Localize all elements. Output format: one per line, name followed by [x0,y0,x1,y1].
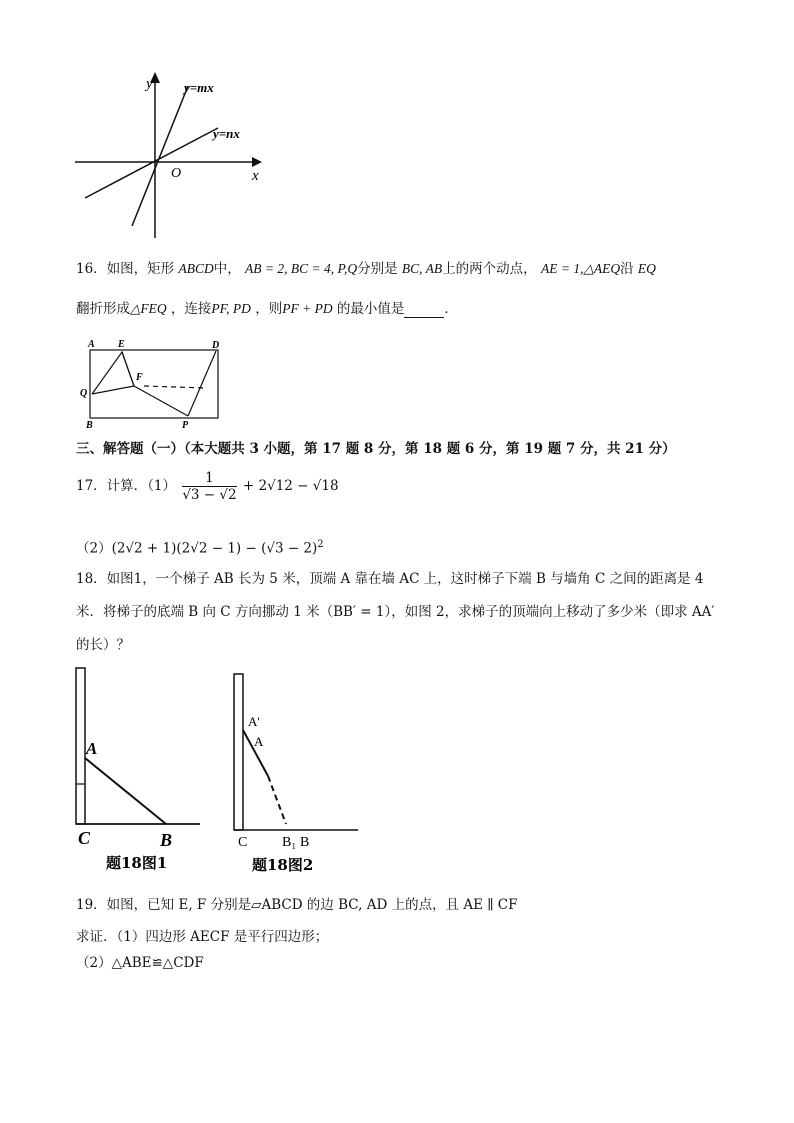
ladder-figure-1 [70,664,210,874]
fig1-label-C: C [78,828,91,848]
fig2-caption: 题18图2 [252,856,314,874]
label-F: F [136,372,143,383]
fig1-label-B: B [160,830,173,850]
q16-line1: 16．如图，矩形 ABCD中， AB = 2, BC = 4, P,Q分别是 BC, AB上的两个动点， AE = 1,△AEQ沿 EQ [76,261,656,277]
q18-line3: 的长）？ [76,637,130,653]
q17-part1: 17．计算．（1） $\frac{1}{√3 - √2}$ + 2√12 − √18 [76,470,339,503]
q19-line3: （2）△ABE≌△CDF [76,955,204,971]
q18-line2: 米．将梯子的底端 B 向 C 方向挪动 1 米（BB′ = 1），如图 2，求梯子的顶端向上移动了多少米（即求 AA′ [76,604,715,620]
label-D: D [212,340,220,351]
x-axis-label: x [252,168,259,184]
fig2-label-A: A [254,734,264,749]
label-E: E [118,339,125,350]
fig2-label-A-prime: A' [248,714,260,729]
fig2-label-B: B [300,835,310,850]
fig1-label-A: A [86,739,98,758]
line-nx-label: y=nx [213,126,240,141]
origin-label: O [171,166,182,181]
q18-line1: 18．如图1，一个梯子 AB 长为 5 米，顶端 A 靠在墙 AC 上，这时梯子下端 B 与墙角 C 之间的距离是 4 [76,571,704,587]
label-B: B [86,420,93,431]
y-axis-label: y [146,76,153,92]
q19-line1: 19．如图，已知 E, F 分别是▱ABCD 的边 BC, AD 上的点，且 AE ∥ CF [76,897,518,913]
q16-line2: 翻折形成△FEQ ，连接PF, PD ，则PF + PD 的最小值是 ． [76,301,458,317]
answer-blank [404,303,444,318]
ladder-figure-2 [228,664,368,874]
rectangle-figure [76,336,236,432]
label-A: A [88,339,95,350]
fig2-label-B1: B₁ [282,835,297,850]
label-Q: Q [80,388,88,399]
q17-part2: $(2)(2√2 + 1)(2√2 - 1) - (√3 - 2)^2$ [76,539,324,557]
line-mx-label: y=mx [184,80,214,95]
section-3-title: 三、解答题（一）（本大题共 3 小题，第 17 题 8 分，第 18 题 6 分，第 19 题 7 分，共 21 分） [76,441,676,457]
label-P: P [182,420,189,431]
axes-figure [70,66,270,246]
fig2-label-C: C [238,835,248,850]
q19-line2: 求证．（1）四边形 AECF 是平行四边形； [76,929,329,945]
fraction: $\frac{1}{√3 - √2}$ [182,470,237,503]
fig1-caption: 题18图1 [106,854,168,872]
